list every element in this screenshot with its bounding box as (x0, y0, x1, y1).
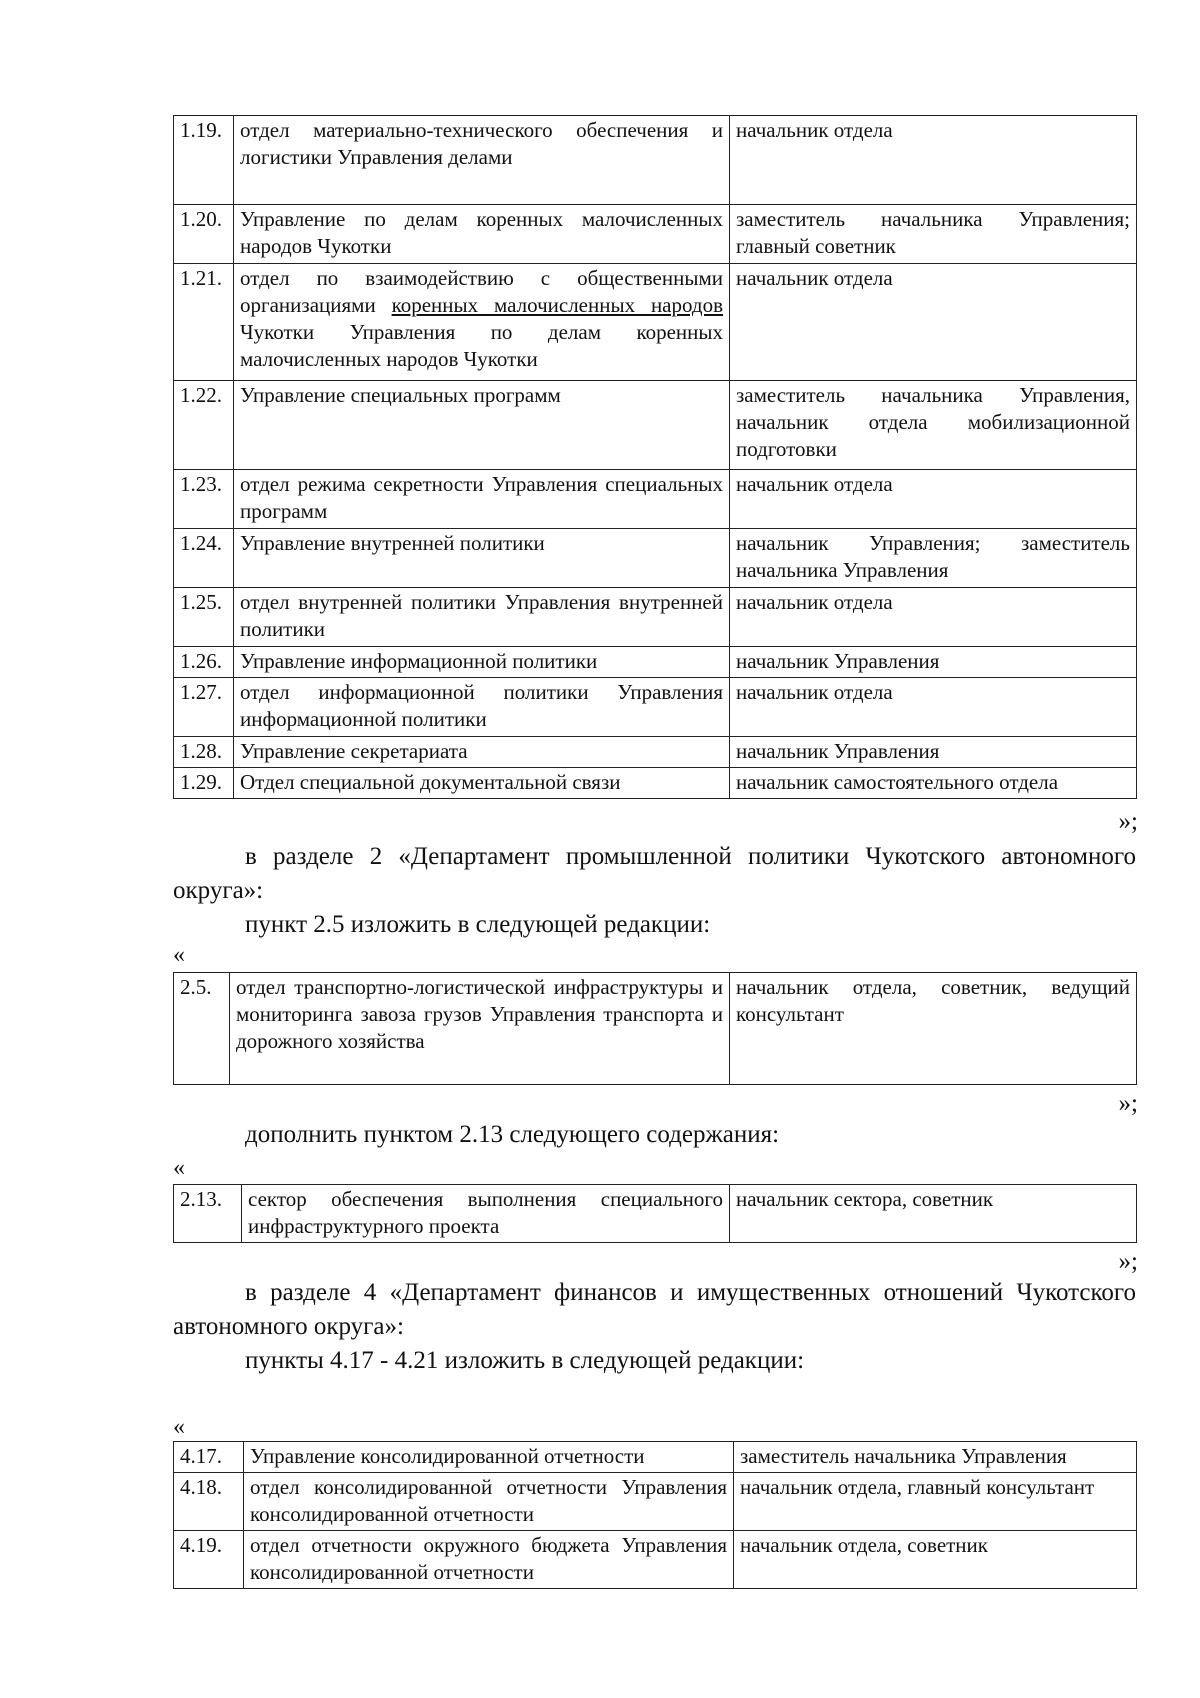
unit-name: Управление специальных программ (234, 381, 730, 470)
table-row (174, 768, 1137, 799)
opening-quote: « (173, 1155, 185, 1181)
paragraph-section4: в разделе 4 «Департамент финансов и имущественных отношений Чукотского автономного округа»: (173, 1279, 1136, 1340)
opening-quote: « (173, 942, 185, 968)
paragraph-item25: пункт 2.5 изложить в следующей редакции: (245, 911, 711, 938)
paragraph-section2: в разделе 2 «Департамент промышленной политики Чукотского автономного округа»: (173, 843, 1136, 904)
position-title: заместитель начальника Управления (734, 1442, 1137, 1473)
unit-name: отдел информационной политики Управления информационной политики (234, 678, 730, 737)
unit-name: Управление секретариата (234, 737, 730, 768)
paragraph-items417: пункты 4.17 - 4.21 изложить в следующей редакции: (245, 1347, 805, 1374)
position-title: начальник отдела (730, 588, 1137, 647)
position-title: начальник отдела, советник, ведущий консультант (730, 973, 1137, 1085)
position-title: начальник сектора, советник (730, 1185, 1137, 1243)
table-row (174, 1531, 1137, 1589)
unit-name: Управление консолидированной отчетности (244, 1442, 734, 1473)
position-title: начальник отдела, главный консультант (734, 1473, 1137, 1531)
position-title: начальник самостоятельного отдела (730, 768, 1137, 799)
position-title: начальник отдела (730, 678, 1137, 737)
table-row (174, 529, 1137, 588)
row-number: 1.28. (174, 737, 234, 768)
unit-name: сектор обеспечения выполнения специального инфраструктурного проекта (242, 1185, 730, 1243)
staff-table-section4 (173, 1441, 1137, 1589)
position-title: начальник отдела (730, 470, 1137, 529)
staff-table-item25 (173, 972, 1137, 1085)
table-row (174, 973, 1137, 1085)
row-number: 2.5. (174, 973, 230, 1085)
unit-name-part: отдел по взаимодействию с общественными организациями (240, 266, 723, 317)
staff-table-item213 (173, 1184, 1137, 1243)
row-number: 1.29. (174, 768, 234, 799)
table-row (174, 737, 1137, 768)
row-number: 1.26. (174, 647, 234, 678)
row-number: 4.17. (174, 1442, 244, 1473)
table-row (174, 1473, 1137, 1531)
row-number: 1.22. (174, 381, 234, 470)
position-title: заместитель начальника Управления; главный советник (730, 205, 1137, 264)
table-row (174, 264, 1137, 381)
row-number: 1.21. (174, 264, 234, 381)
row-number: 1.25. (174, 588, 234, 647)
table-row (174, 1185, 1137, 1243)
unit-name-underlined: коренных малочисленных народов (391, 293, 723, 317)
position-title: начальник отдела, советник (734, 1531, 1137, 1589)
row-number: 1.19. (174, 116, 234, 205)
unit-name: Управление информационной политики (234, 647, 730, 678)
table-row (174, 588, 1137, 647)
unit-name: отдел режима секретности Управления специальных программ (234, 470, 730, 529)
row-number: 4.18. (174, 1473, 244, 1531)
paragraph-add213: дополнить пунктом 2.13 следующего содержания: (245, 1121, 780, 1148)
row-number: 1.23. (174, 470, 234, 529)
position-title: начальник отдела (730, 116, 1137, 205)
unit-name: отдел внутренней политики Управления внутренней политики (234, 588, 730, 647)
table-row (174, 381, 1137, 470)
table-row (174, 678, 1137, 737)
row-number: 1.20. (174, 205, 234, 264)
closing-quote: »; (1118, 1090, 1138, 1117)
table-row (174, 647, 1137, 678)
row-number: 1.24. (174, 529, 234, 588)
row-number: 1.27. (174, 678, 234, 737)
position-title: начальник Управления; заместитель начальника Управления (730, 529, 1137, 588)
unit-name: отдел транспортно-логистической инфраструктуры и мониторинга завоза грузов Управления транспорта и дорожного хозяйства (230, 973, 730, 1085)
unit-name: Управление внутренней политики (234, 529, 730, 588)
unit-name: Отдел специальной документальной связи (234, 768, 730, 799)
closing-quote: »; (1118, 1248, 1138, 1275)
table-row (174, 116, 1137, 205)
table-row (174, 1442, 1137, 1473)
table-row (174, 205, 1137, 264)
closing-quote: »; (1118, 808, 1138, 835)
table-row (174, 470, 1137, 529)
unit-name: отдел материально-технического обеспечения и логистики Управления делами (234, 116, 730, 205)
position-title: начальник Управления (730, 647, 1137, 678)
row-number: 4.19. (174, 1531, 244, 1589)
position-title: начальник отдела (730, 264, 1137, 381)
opening-quote: « (173, 1414, 185, 1440)
unit-name (234, 264, 730, 381)
row-number: 2.13. (174, 1185, 242, 1243)
unit-name: отдел отчетности окружного бюджета Управления консолидированной отчетности (244, 1531, 734, 1589)
unit-name: Управление по делам коренных малочисленных народов Чукотки (234, 205, 730, 264)
unit-name-part: Чукотки Управления по делам коренных малочисленных народов Чукотки (240, 320, 723, 371)
unit-name: отдел консолидированной отчетности Управления консолидированной отчетности (244, 1473, 734, 1531)
staff-table-section1 (173, 115, 1137, 799)
position-title: начальник Управления (730, 737, 1137, 768)
position-title: заместитель начальника Управления, начальник отдела мобилизационной подготовки (730, 381, 1137, 470)
